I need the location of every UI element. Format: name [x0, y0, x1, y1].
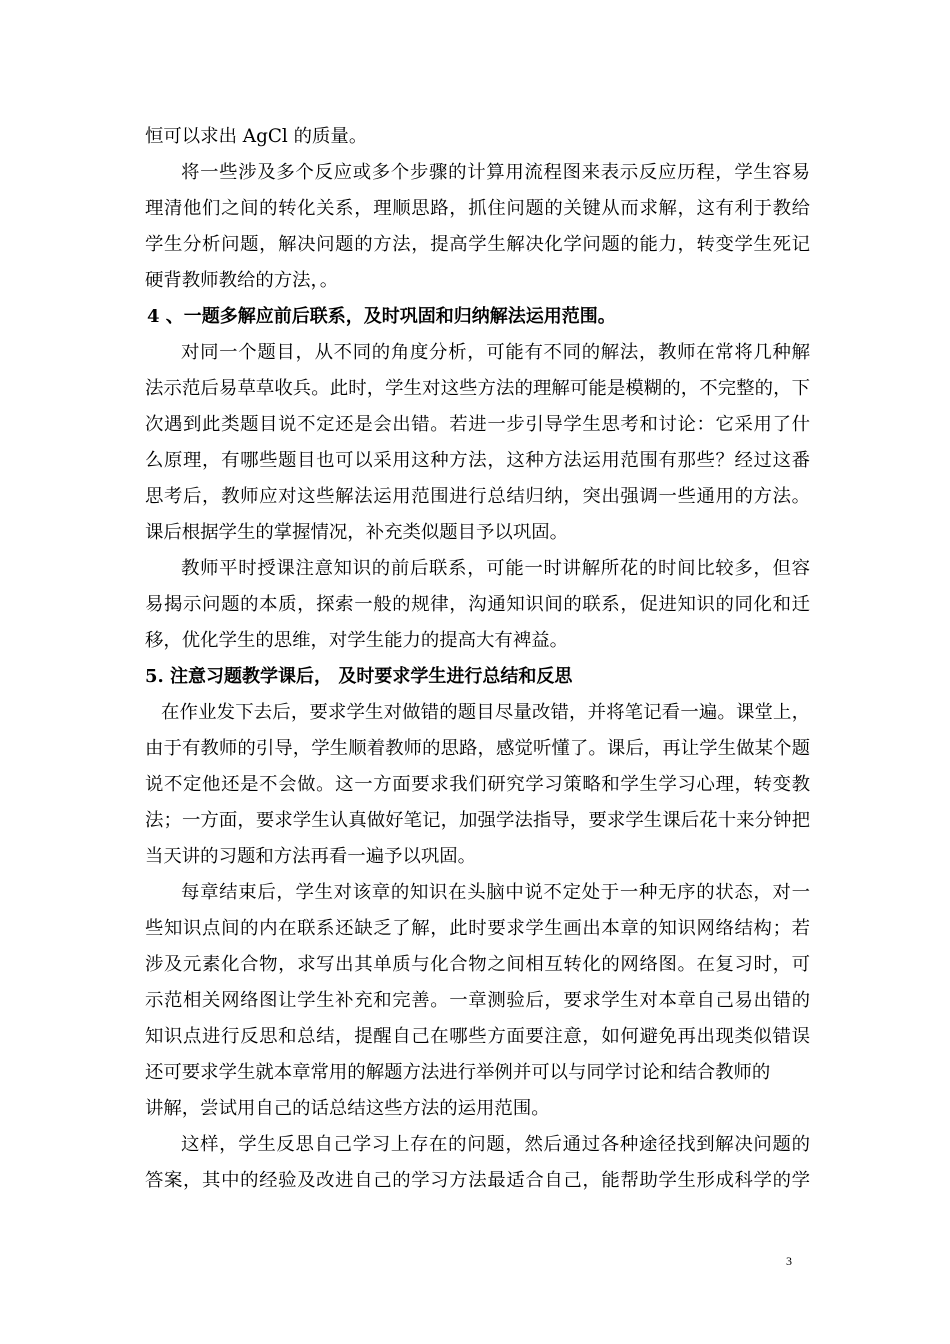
section-heading-5: 5. 注意习题教学课后， 及时要求学生进行总结和反思 [145, 666, 573, 687]
text-line: 思考后，教师应对这些解法运用范围进行总结归纳，突出强调一些通用的方法。 [145, 486, 810, 507]
text-line: 教师平时授课注意知识的前后联系，可能一时讲解所花的时间比较多，但容 [181, 558, 810, 579]
text-line: 这样，学生反思自己学习上存在的问题，然后通过各种途径找到解决问题的 [181, 1134, 810, 1155]
text-line: 说不定他还是不会做。这一方面要求我们研究学习策略和学生学习心理，转变教 [145, 774, 810, 795]
text-line: 由于有教师的引导，学生顺着教师的思路，感觉听懂了。课后，再让学生做某个题 [145, 738, 810, 759]
section-heading-4: 4 、一题多解应前后联系，及时巩固和归纳解法运用范围。 [147, 306, 616, 327]
document-body [145, 119, 810, 1199]
text-line: 理清他们之间的转化关系，理顺思路，抓住问题的关键从而求解，这有利于教给 [145, 198, 810, 219]
text-line: 还可要求学生就本章常用的解题方法进行举例并可以与同学讨论和结合教师的 [145, 1062, 771, 1083]
text-line: 涉及元素化合物，求写出其单质与化合物之间相互转化的网络图。在复习时，可 [145, 954, 810, 975]
text-line: 法示范后易草草收兵。此时，学生对这些方法的理解可能是模糊的，不完整的，下 [145, 378, 810, 399]
text-line: 将一些涉及多个反应或多个步骤的计算用流程图来表示反应历程，学生容易 [181, 162, 810, 183]
page-number: 3 [786, 1254, 792, 1268]
text-line: 硬背教师教给的方法，。 [145, 270, 339, 291]
text-line: 每章结束后，学生对该章的知识在头脑中说不定处于一种无序的状态，对一 [181, 882, 810, 903]
text-line: 示范相关网络图让学生补充和完善。一章测验后，要求学生对本章自己易出错的 [145, 990, 810, 1011]
text-line: 次遇到此类题目说不定还是会出错。若进一步引导学生思考和讨论：它采用了什 [145, 414, 810, 435]
text-line: 学生分析问题，解决问题的方法，提高学生解决化学问题的能力，转变学生死记 [145, 234, 810, 255]
text-line: 课后根据学生的掌握情况，补充类似题目予以巩固。 [145, 522, 568, 543]
text-line: 知识点进行反思和总结，提醒自己在哪些方面要注意，如何避免再出现类似错误 [145, 1026, 810, 1047]
text-line: 讲解，尝试用自己的话总结这些方法的运用范围。 [145, 1098, 550, 1119]
text-line: 答案，其中的经验及改进自己的学习方法最适合自己，能帮助学生形成科学的学 [145, 1170, 810, 1191]
text-line: 移，优化学生的思维，对学生能力的提高大有裨益。 [145, 630, 568, 651]
text-line: 在作业发下去后，要求学生对做错的题目尽量改错，并将笔记看一遍。课堂上， [161, 702, 810, 723]
text-line: 法；一方面，要求学生认真做好笔记，加强学法指导，要求学生课后花十来分钟把 [145, 810, 810, 831]
text-line: 些知识点间的内在联系还缺乏了解，此时要求学生画出本章的知识网络结构；若 [145, 918, 810, 939]
text-line: 恒可以求出 AgCl 的质量。 [145, 126, 368, 147]
text-line: 当天讲的习题和方法再看一遍予以巩固。 [145, 846, 477, 867]
text-line: 对同一个题目，从不同的角度分析，可能有不同的解法，教师在常将几种解 [181, 342, 810, 363]
text-line: 么原理，有哪些题目也可以采用这种方法，这种方法运用范围有那些？经过这番 [145, 450, 810, 471]
text-line: 易揭示问题的本质，探索一般的规律，沟通知识间的联系，促进知识的同化和迁 [145, 594, 810, 615]
